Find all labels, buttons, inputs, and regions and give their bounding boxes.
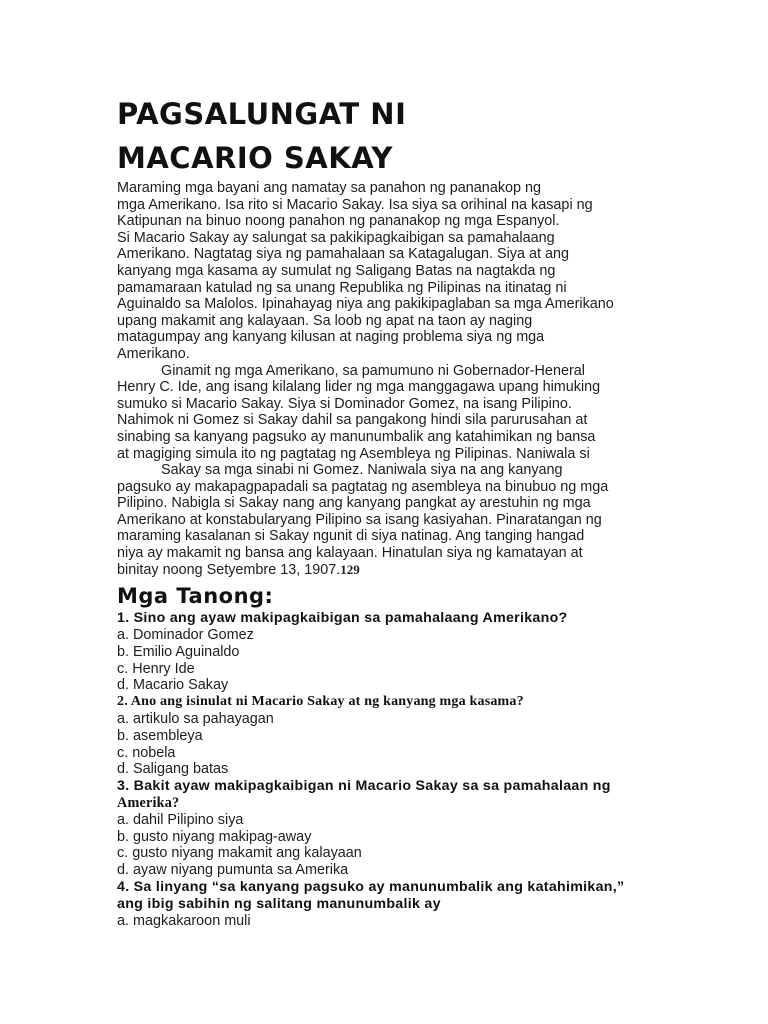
questions-heading: Mga Tanong:	[117, 584, 274, 609]
option-2a: a. artikulo sa pahayagan	[117, 711, 274, 728]
option-3d: d. ayaw niyang pumunta sa Amerika	[117, 862, 349, 879]
question-3-line-2: Amerika?	[117, 795, 180, 812]
passage-line: Si Macario Sakay ay salungat sa pakikipagkaibigan sa pamahalaang	[117, 229, 555, 246]
passage-line: Henry C. Ide, ang isang kilalang lider ng mga manggagawa upang himuking	[117, 379, 601, 396]
passage-line: pagsuko ay makapagpapadali sa pagtatag ng asembleya na binubuo ng mga	[117, 478, 609, 495]
document-title	[117, 92, 657, 180]
passage-line: Amerikano at konstabularyang Pilipino sa isang kasiyahan. Pinaratangan ng	[117, 511, 602, 528]
document-page	[117, 92, 657, 929]
passage-line: sinabing sa kanyang pagsuko ay manunumbalik ang katahimikan ng bansa	[117, 428, 596, 445]
question-4-line-1: 4. Sa linyang “sa kanyang pagsuko ay manunumbalik ang katahimikan,”	[117, 879, 625, 895]
passage-line: Amerikano.	[117, 345, 190, 362]
page-number: 129	[340, 561, 360, 577]
passage-line: sumuko si Macario Sakay. Siya si Dominador Gomez, na isang Pilipino.	[117, 395, 572, 412]
option-1d: d. Macario Sakay	[117, 677, 229, 694]
passage-line: Maraming mga bayani ang namatay sa panahon ng pananakop ng	[117, 180, 542, 196]
passage-line	[117, 562, 657, 579]
title-line-2: MACARIO SAKAY	[117, 141, 393, 175]
question-4	[117, 879, 657, 913]
option-3a: a. dahil Pilipino siya	[117, 811, 244, 828]
passage-line-text: Ginamit ng mga Amerikano, sa pamumuno ni Gobernador-Heneral	[161, 362, 585, 379]
option-3c: c. gusto niyang makamit ang kalayaan	[117, 845, 362, 862]
question-block-1	[117, 610, 657, 694]
option-1a: a. Dominador Gomez	[117, 627, 254, 644]
question-block-2	[117, 694, 657, 778]
option-1b: b. Emilio Aguinaldo	[117, 643, 240, 660]
option-2d: d. Saligang batas	[117, 761, 229, 778]
question-3	[117, 778, 657, 812]
passage-line: Aguinaldo sa Malolos. Ipinahayag niya ang pakikipaglaban sa mga Amerikano	[117, 296, 614, 313]
passage-line: upang makamit ang kalayaan. Sa loob ng apat na taon ay naging	[117, 312, 533, 329]
passage-line	[117, 462, 657, 479]
passage-line: matagumpay ang kanyang kilusan at naging problema siya ng mga	[117, 329, 545, 346]
passage-line-text: Sakay sa mga sinabi ni Gomez. Naniwala siya na ang kanyang	[161, 462, 563, 479]
passage-line: Amerikano. Nagtatag siya ng pamahalaan sa Katagalugan. Siya at ang	[117, 246, 570, 263]
passage-line: Pilipino. Nabigla si Sakay nang ang kanyang pangkat ay arestuhin ng mga	[117, 495, 591, 512]
question-block-3	[117, 778, 657, 879]
passage-line-text: binitay noong Setyembre 13, 1907.	[117, 561, 341, 578]
passage-line: Nahimok ni Gomez si Sakay dahil sa pangakong hindi sila parurusahan at	[117, 412, 588, 429]
passage-line	[117, 363, 657, 380]
passage-line: mga Amerikano. Isa rito si Macario Sakay. Isa siya sa orihinal na kasapi ng	[117, 196, 593, 213]
passage-line: pamamaraan katulad ng sa unang Republika ng Pilipinas na itinatag ni	[117, 279, 567, 296]
option-4a: a. magkakaroon muli	[117, 912, 251, 929]
option-1c: c. Henry Ide	[117, 660, 195, 677]
question-4-line-2: ang ibig sabihin ng salitang manunumbalik ay	[117, 895, 441, 912]
question-1: 1. Sino ang ayaw makipagkaibigan sa pamahalaang Amerikano?	[117, 610, 568, 627]
title-line-1: PAGSALUNGAT NI	[117, 97, 407, 131]
question-3-line-1: 3. Bakit ayaw makipagkaibigan ni Macario Sakay sa sa pamahalaan ng	[117, 778, 611, 795]
passage-line: niya ay makamit ng bansa ang kalayaan. Hinatulan siya ng kamatayan at	[117, 545, 583, 562]
passage-line: kanyang mga kasama ay sumulat ng Saligang Batas na nagtakda ng	[117, 262, 556, 279]
question-2: 2. Ano ang isinulat ni Macario Sakay at ng kanyang mga kasama?	[117, 694, 524, 710]
option-3b: b. gusto niyang makipag-away	[117, 828, 312, 845]
passage-line: at magiging simula ito ng pagtatag ng Asembleya ng Pilipinas. Naniwala si	[117, 445, 590, 462]
question-block-4	[117, 879, 657, 929]
passage-line: Katipunan na binuo noong panahon ng pananakop ng mga Espanyol.	[117, 213, 560, 230]
option-2b: b. asembleya	[117, 727, 203, 744]
reading-passage	[117, 180, 657, 578]
option-2c: c. nobela	[117, 744, 176, 761]
passage-line: maraming kasalanan si Sakay ngunit di siya natinag. Ang tanging hangad	[117, 528, 585, 545]
